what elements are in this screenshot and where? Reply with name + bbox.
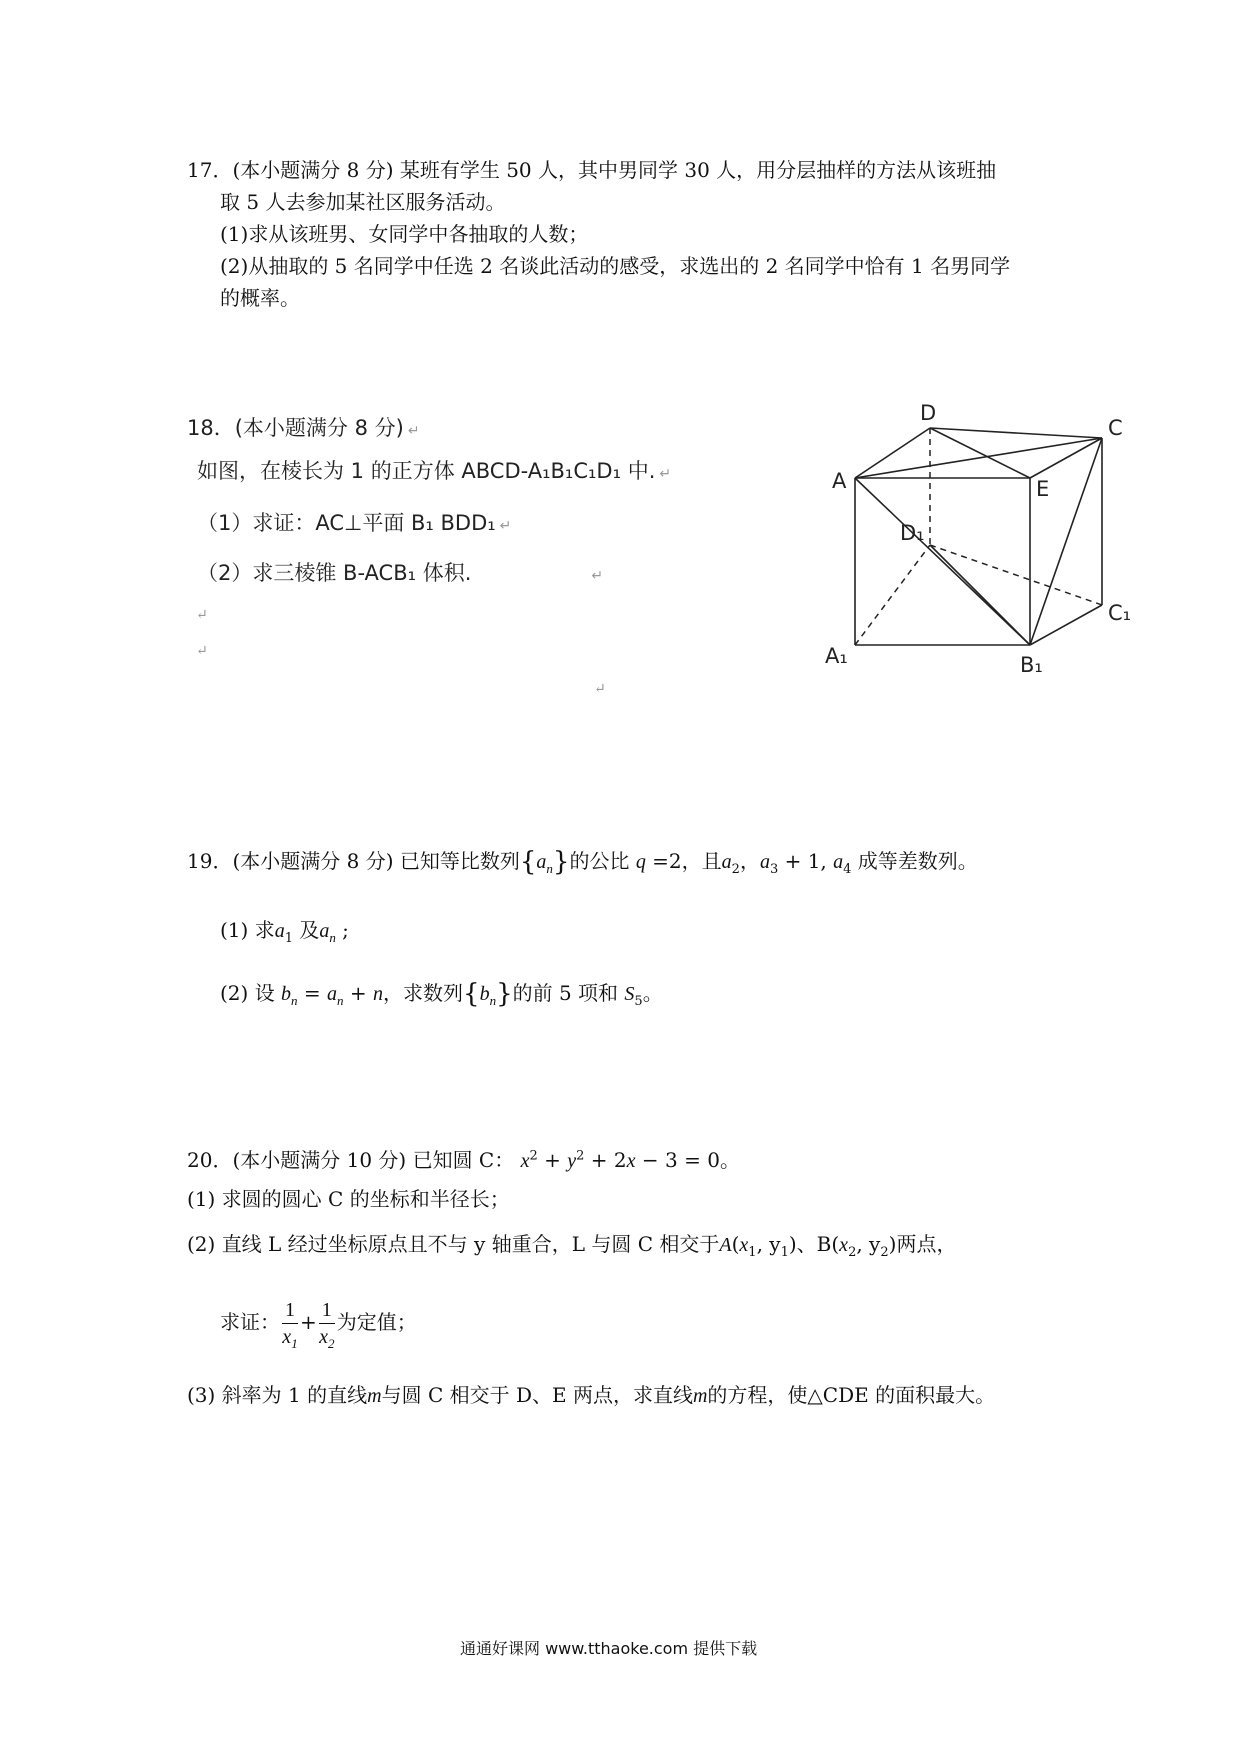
return-mark: ↵ <box>196 607 208 623</box>
vertex-label-c1: C₁ <box>1108 601 1132 625</box>
vertex-label-d1: D₁ <box>900 521 925 545</box>
q20-part-2: (2) 直线 L 经过坐标原点且不与 y 轴重合，L 与圆 C 相交于$A(x_1$, $y_1$)、$B(x_2$, $y_2$)两点， <box>187 1232 957 1260</box>
q19-stem: 19．(本小题满分 8 分) 已知等比数列$\{a_n\}$的公比 q =2，且$a_2$，$a_3 + 1$, $a_4$ 成等差数列。 <box>187 847 978 877</box>
diagonal-d1-b1 <box>930 545 1030 645</box>
return-mark: ↵ <box>196 643 208 659</box>
diagonal-a-b1 <box>855 478 1030 645</box>
q17-line-4: (2)从抽取的 5 名同学中任选 2 名谈此活动的感受，求选出的 2 名同学中恰有 1 名男同学 <box>220 254 1011 278</box>
diagonal-d-e <box>930 428 1030 478</box>
q20-part-3: (3) 斜率为 1 的直线m与圆 C 相交于 D、E 两点，求直线m的方程，使△CDE 的面积最大。 <box>187 1383 996 1407</box>
q20-part-1: (1) 求圆的圆心 C 的坐标和半径长； <box>187 1187 510 1211</box>
vertex-label-a: A <box>832 469 847 493</box>
cube-figure <box>820 400 1140 690</box>
q18-part-1: （1）求证：AC⊥平面 B₁ BDD₁ ↵ <box>197 511 512 535</box>
footer-text: 通通好课网 www.tthaoke.com 提供下载 <box>460 1639 758 1658</box>
q20-stem: 20．(本小题满分 10 分) 已知圆 C： $x^2 + y^2 + 2x - 3 = 0$。 <box>187 1148 740 1172</box>
return-mark: ↵ <box>594 681 606 697</box>
vertex-label-e: E <box>1036 477 1050 501</box>
q18-part-2: （2）求三棱锥 B-ACB₁ 体积. ↵ <box>197 561 604 585</box>
vertex-label-b1: B₁ <box>1020 653 1043 677</box>
q19-part-1: (1) 求$a_1$ 及$a_n$ ; <box>220 918 349 946</box>
q17-line-5: 的概率。 <box>220 286 300 310</box>
vertex-label-d: D <box>920 401 937 425</box>
q17-line-3: (1)求从该班男、女同学中各抽取的人数； <box>220 222 589 246</box>
vertex-label-a1: A₁ <box>825 644 848 668</box>
q19-part-2: (2) 设 $b_n = a_n + n$，求数列$\{b_n\}$的前 5 项和 $S_5$。 <box>220 979 663 1009</box>
edge-b1-c1 <box>1030 605 1102 645</box>
q18-header: 18．(本小题满分 8 分) ↵ <box>187 416 420 440</box>
vertex-label-c: C <box>1108 416 1123 440</box>
q17-line-1: 17．(本小题满分 8 分) 某班有学生 50 人，其中男同学 30 人，用分层抽样的方法从该班抽 <box>187 158 997 182</box>
edge-d-c <box>930 428 1102 438</box>
diagonal-c-b1 <box>1030 438 1102 645</box>
q17-line-2: 取 5 人去参加某社区服务活动。 <box>220 190 506 214</box>
q20-part-2-claim: 求证： $\frac{1}{x_1}$ + $\frac{1}{x_2}$ 为定值； <box>220 1299 417 1351</box>
edge-a-d <box>855 428 930 478</box>
q18-intro: 如图，在棱长为 1 的正方体 ABCD-A₁B₁C₁D₁ 中. ↵ <box>197 459 672 483</box>
hidden-edge-a1-d1 <box>855 545 930 645</box>
